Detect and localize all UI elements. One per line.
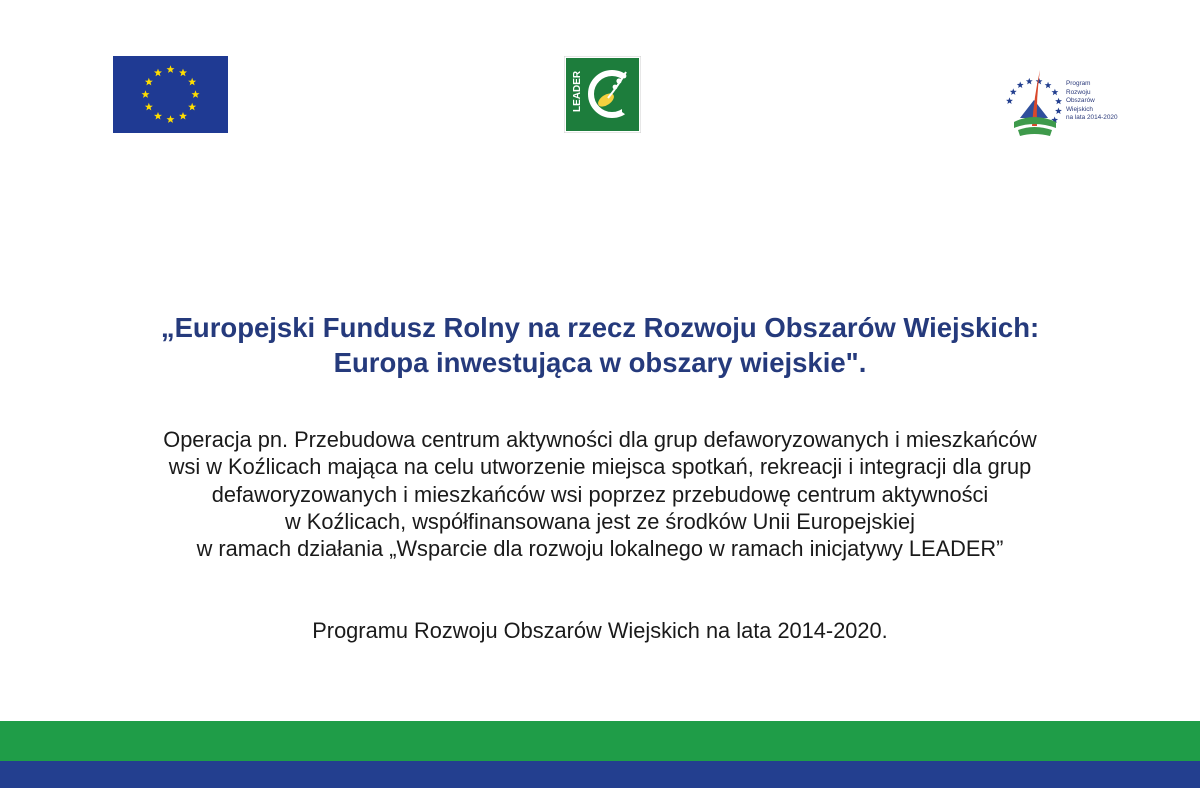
prow-text-line: Program bbox=[1066, 80, 1091, 87]
title-line: Europa inwestująca w obszary wiejskie". bbox=[333, 347, 867, 378]
prow-text-line: na lata 2014-2020 bbox=[1066, 114, 1118, 122]
blue-stripe bbox=[0, 761, 1200, 788]
prow-star-icon bbox=[1036, 78, 1043, 85]
prow-star-icon bbox=[1045, 82, 1052, 89]
description-line: wsi w Koźlicach mająca na celu utworzenie miejsca spotkań, rekreacji i integracji dla grup bbox=[168, 454, 1032, 480]
prow-logo-icon bbox=[1004, 66, 1134, 142]
prow-text-line: Obszarów bbox=[1066, 97, 1095, 105]
description-line: defaworyzowanych i mieszkańców wsi poprzez przebudowę centrum aktywności bbox=[211, 481, 989, 507]
prow-star-icon bbox=[1026, 78, 1033, 85]
prow-star-icon bbox=[1055, 108, 1062, 115]
leader-logo-text: LEADER bbox=[572, 70, 583, 112]
program-line: Programu Rozwoju Obszarów Wiejskich na lata 2014-2020. bbox=[312, 618, 888, 643]
eu-flag-icon bbox=[113, 56, 228, 133]
leader-logo-icon bbox=[564, 56, 641, 133]
prow-star-icon bbox=[1017, 82, 1024, 89]
prow-star-icon bbox=[1006, 97, 1013, 104]
description-line: Operacja pn. Przebudowa centrum aktywności dla grup defaworyzowanych i mieszkańców bbox=[163, 427, 1037, 452]
operation-description bbox=[0, 426, 1200, 562]
prow-text-line: Rozwoju bbox=[1066, 88, 1091, 96]
prow-star-icon bbox=[1051, 89, 1058, 96]
title-line: „Europejski Fundusz Rolny na rzecz Rozwoju Obszarów Wiejskich: bbox=[160, 312, 1040, 343]
green-stripe bbox=[0, 721, 1200, 761]
page-title bbox=[0, 310, 1200, 380]
prow-star-icon bbox=[1055, 98, 1062, 105]
description-line: w Koźlicach, współfinansowana jest ze środków Unii Europejskiej bbox=[285, 508, 915, 534]
prow-text-line: Wiejskich bbox=[1066, 105, 1093, 113]
prow-star-icon bbox=[1010, 88, 1017, 95]
description-line: w ramach działania „Wsparcie dla rozwoju lokalnego w ramach inicjatywy LEADER” bbox=[196, 536, 1004, 562]
